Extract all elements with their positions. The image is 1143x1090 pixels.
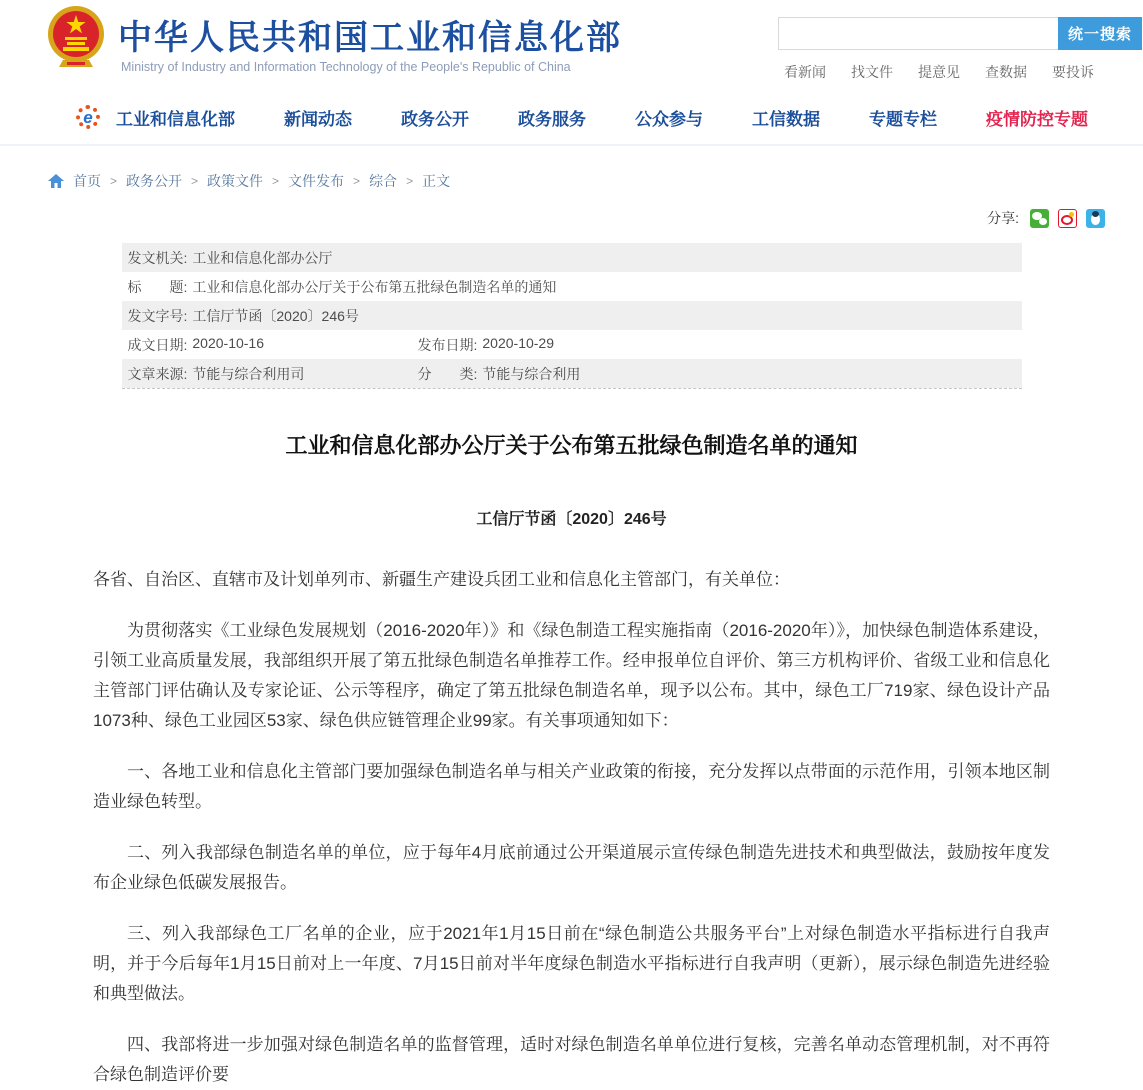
national-emblem-logo bbox=[44, 4, 108, 70]
site-subtitle: Ministry of Industry and Information Technology of the People's Republic of China bbox=[121, 60, 571, 74]
meta-cell bbox=[128, 277, 557, 297]
article-paragraph-intro: 为贯彻落实《工业绿色发展规划（2016-2020年）》和《绿色制造工程实施指南（2016-2020年）》，加快绿色制造体系建设，引领工业高质量发展，我部组织开展了第五批绿色制造名单推荐工作。经申报单位自评价、第三方机构评价、省级工业和信息化主管部门评估确认及专家论证、公示等程序，确定了第五批绿色制造名单，现予以公布。其中，绿色工厂719家、绿色设计产品1073种、绿色工业园区53家、绿色供应链管理企业99家。有关事项通知如下： bbox=[93, 621, 1050, 730]
breadcrumb-separator: > bbox=[353, 174, 361, 188]
article-paragraph-item-2: 二、列入我部绿色制造名单的单位，应于每年4月底前通过公开渠道展示宣传绿色制造先进技术和典型做法，鼓励按年度发布企业绿色低碳发展报告。 bbox=[93, 843, 1050, 892]
qq-share-icon[interactable] bbox=[1086, 209, 1105, 228]
document-meta-table bbox=[122, 243, 1022, 389]
meta-row-title bbox=[122, 272, 1022, 301]
breadcrumb-separator: > bbox=[191, 174, 199, 188]
breadcrumb-current: 正文 bbox=[422, 173, 451, 189]
article-doc-number: 工信厅节函〔2020〕246号 bbox=[476, 511, 667, 528]
nav-item-covid-topic[interactable]: 疫情防控专题 bbox=[986, 109, 1088, 129]
home-icon[interactable] bbox=[48, 174, 64, 188]
meta-cell bbox=[128, 335, 418, 355]
meta-cell bbox=[128, 364, 418, 384]
meta-label: 文章来源: bbox=[127, 365, 188, 382]
breadcrumb-policy-files[interactable]: 政策文件 bbox=[207, 173, 264, 189]
meta-row-doc-number bbox=[122, 301, 1022, 330]
article-paragraph-salutation: 各省、自治区、直辖市及计划单列市、新疆生产建设兵团工业和信息化主管部门，有关单位： bbox=[93, 570, 790, 589]
quick-link-news[interactable]: 看新闻 bbox=[784, 64, 826, 80]
share-bar bbox=[0, 201, 1143, 235]
quick-link-files[interactable]: 找文件 bbox=[851, 64, 893, 80]
breadcrumb-home[interactable]: 首页 bbox=[73, 173, 101, 189]
meta-cell bbox=[128, 248, 333, 268]
meta-value: 工业和信息化部办公厅关于公布第五批绿色制造名单的通知 bbox=[192, 278, 557, 295]
meta-label: 成文日期: bbox=[127, 336, 188, 353]
quick-link-data[interactable]: 查数据 bbox=[985, 64, 1027, 80]
breadcrumb-separator: > bbox=[110, 174, 118, 188]
breadcrumb-gov-info[interactable]: 政务公开 bbox=[126, 173, 183, 189]
main-nav bbox=[0, 90, 1143, 146]
meta-label: 发文机关: bbox=[127, 249, 188, 266]
nav-item-gov-services[interactable]: 政务服务 bbox=[518, 109, 586, 129]
article-paragraph-item-4: 四、我部将进一步加强对绿色制造名单的监督管理，适时对绿色制造名单单位进行复核，完善名单动态管理机制，对不再符合绿色制造评价要 bbox=[93, 1035, 1050, 1084]
article-paragraph-item-3: 三、列入我部绿色工厂名单的企业，应于2021年1月15日前在“绿色制造公共服务平台”上对绿色制造水平指标进行自我声明，并于今后每年1月15日前对上一年度、7月15日前对半年度绿色制造水平指标进行自我声明（更新），展示绿色制造先进经验和典型做法。 bbox=[93, 924, 1050, 1003]
meta-value: 工信厅节函〔2020〕246号 bbox=[192, 307, 359, 324]
meta-value: 节能与综合利用司 bbox=[192, 365, 305, 382]
article bbox=[93, 429, 1050, 1090]
meta-value: 2020-10-29 bbox=[482, 334, 555, 351]
weibo-share-icon[interactable] bbox=[1058, 209, 1077, 228]
nav-item-special-topics[interactable]: 专题专栏 bbox=[869, 109, 937, 129]
meta-value: 节能与综合利用 bbox=[482, 365, 581, 382]
meta-value: 2020-10-16 bbox=[192, 334, 265, 351]
search-input[interactable] bbox=[778, 17, 1058, 50]
site-header bbox=[0, 0, 1143, 90]
nav-item-icit-data[interactable]: 工信数据 bbox=[752, 109, 820, 129]
nav-item-news[interactable]: 新闻动态 bbox=[284, 109, 352, 129]
share-label: 分享: bbox=[987, 210, 1019, 226]
meta-label: 分 类: bbox=[417, 365, 478, 382]
article-paragraph-item-1: 一、各地工业和信息化主管部门要加强绿色制造名单与相关产业政策的衔接，充分发挥以点带面的示范作用，引领本地区制造业绿色转型。 bbox=[93, 762, 1050, 811]
article-title: 工业和信息化部办公厅关于公布第五批绿色制造名单的通知 bbox=[285, 433, 858, 458]
meta-label: 发布日期: bbox=[417, 336, 478, 353]
meta-cell bbox=[418, 364, 581, 384]
nav-item-miit[interactable]: 工业和信息化部 bbox=[116, 109, 235, 129]
breadcrumb-separator: > bbox=[406, 174, 414, 188]
meta-row-issuing-agency bbox=[122, 243, 1022, 272]
meta-row-dates bbox=[122, 330, 1022, 359]
breadcrumb bbox=[0, 146, 1143, 199]
search-area bbox=[778, 17, 1143, 82]
breadcrumb-comprehensive[interactable]: 综合 bbox=[369, 173, 398, 189]
meta-cell bbox=[128, 306, 359, 326]
e-glyph: e bbox=[83, 107, 93, 127]
quick-link-complaint[interactable]: 要投诉 bbox=[1052, 64, 1094, 80]
meta-cell bbox=[418, 335, 555, 355]
article-body bbox=[93, 565, 1050, 1090]
breadcrumb-file-release[interactable]: 文件发布 bbox=[288, 173, 345, 189]
meta-label: 标 题: bbox=[127, 278, 188, 295]
meta-row-source-category bbox=[122, 359, 1022, 388]
breadcrumb-separator: > bbox=[272, 174, 280, 188]
meta-value: 工业和信息化部办公厅 bbox=[192, 249, 333, 266]
unified-search-button[interactable]: 统一搜索 bbox=[1058, 17, 1142, 50]
meta-label: 发文字号: bbox=[127, 307, 188, 324]
quick-links bbox=[778, 62, 1143, 82]
wechat-share-icon[interactable] bbox=[1030, 209, 1049, 228]
miit-e-logo-icon[interactable] bbox=[76, 105, 100, 129]
nav-item-participation[interactable]: 公众参与 bbox=[635, 109, 703, 129]
nav-item-gov-info[interactable]: 政务公开 bbox=[401, 109, 469, 129]
site-title: 中华人民共和国工业和信息化部 bbox=[118, 19, 622, 57]
quick-link-feedback[interactable]: 提意见 bbox=[918, 64, 960, 80]
